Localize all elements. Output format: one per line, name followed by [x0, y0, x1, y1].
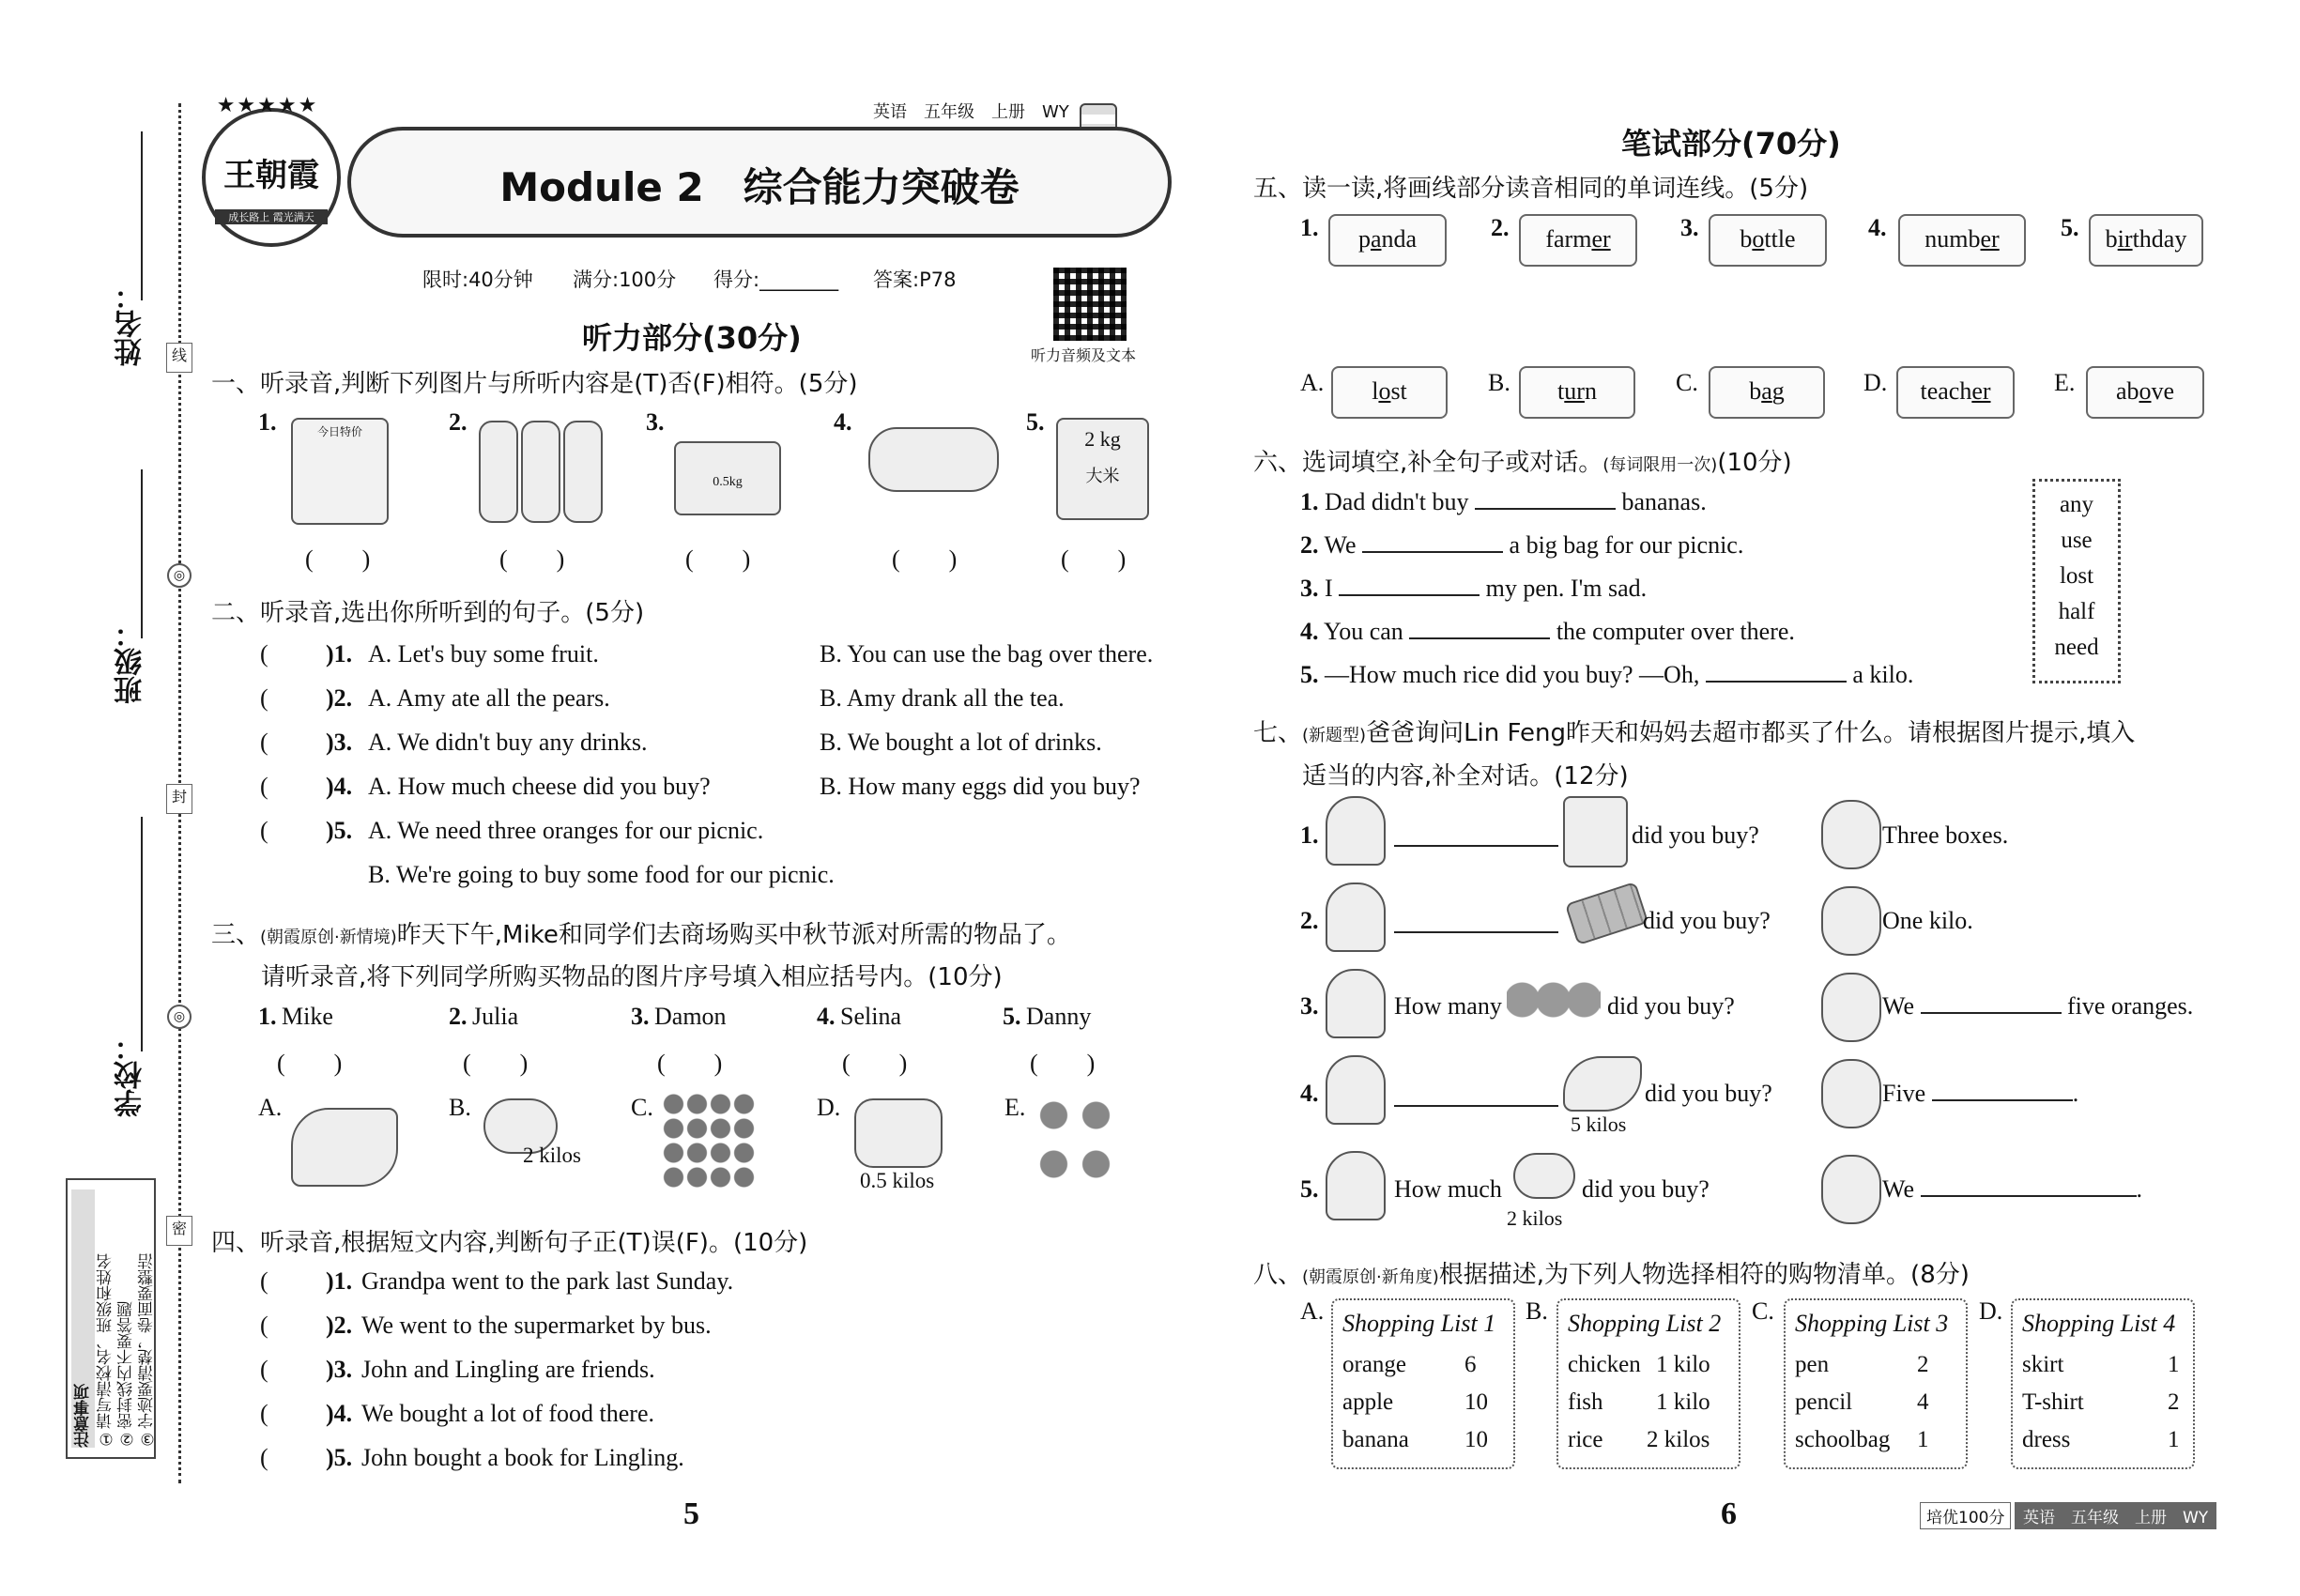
q7-question-head: How many — [1394, 992, 1502, 1020]
boy-icon — [1821, 1155, 1881, 1224]
fill-blank[interactable] — [1706, 681, 1847, 683]
q5-bottom-letter: C. — [1676, 369, 1698, 396]
title-banner — [347, 127, 1172, 238]
shopping-list-title: Shopping List 4 — [2022, 1310, 2176, 1337]
q3-person-name: Selina — [840, 1003, 901, 1030]
q3-person-name: Danny — [1026, 1003, 1092, 1030]
q3-option-letter: C. — [631, 1094, 653, 1121]
q3-answer-blank[interactable]: ( ) — [842, 1050, 908, 1077]
q3-head-text: 昨天下午,Mike和同学们去商场购买中秋节派对所需的物品了。 — [396, 921, 1071, 949]
q3-head-num: 三、 — [211, 921, 261, 949]
q5-word-box[interactable]: farmer — [1519, 214, 1637, 267]
q3-option-letter: A. — [258, 1094, 283, 1121]
q7-answer: Five . — [1882, 1080, 2079, 1107]
q7-pic-caption: 5 kilos — [1571, 1113, 1627, 1136]
fill-blank[interactable] — [1394, 845, 1558, 847]
word-bank-item: need — [2054, 635, 2099, 660]
boy-icon — [1821, 886, 1881, 956]
q3-person-num: 2. — [449, 1003, 468, 1030]
stars-icon: ★★★★★ — [216, 94, 319, 117]
q3-answer-blank[interactable]: ( ) — [277, 1050, 343, 1077]
shopping-list — [1331, 1298, 1515, 1469]
fill-blank[interactable] — [1475, 508, 1616, 510]
class-field[interactable] — [141, 469, 143, 638]
listening-section-title: 听力部分(30分) — [582, 320, 802, 356]
q1-item-num: 1. — [258, 408, 277, 436]
q2-option-b: B. We're going to buy some food for our picnic. — [368, 861, 835, 888]
oranges-icon — [662, 1092, 756, 1190]
meat-icon — [1513, 1153, 1575, 1199]
fill-blank[interactable] — [1362, 551, 1503, 553]
q7-row-num: 2. — [1300, 907, 1319, 934]
page-number: 5 — [683, 1496, 699, 1531]
list-item-name: dress — [2022, 1427, 2071, 1452]
q5-word-box[interactable]: lost — [1331, 366, 1448, 419]
q7-answer: Three boxes. — [1882, 821, 2009, 849]
list-item-qty: 2 — [1917, 1352, 1929, 1377]
word-bank-item: any — [2059, 492, 2094, 517]
q4-statement: John and Lingling are friends. — [361, 1356, 655, 1383]
q6-head-text: 六、选词填空,补全句子或对话。 — [1253, 449, 1603, 477]
name-label: 姓名： — [115, 282, 147, 366]
list-item-qty: 4 — [1917, 1389, 1929, 1415]
page-title: Module 2 综合能力突破卷 — [499, 164, 1020, 210]
eggs-icon — [868, 427, 999, 492]
q1-answer-blank[interactable]: ( ) — [685, 545, 751, 573]
rice-bag-icon — [1056, 418, 1149, 520]
q5-top-num: 1. — [1300, 214, 1319, 241]
meat-on-scale-icon — [674, 441, 781, 515]
q7-heading — [1253, 714, 2135, 748]
fill-blank[interactable] — [1339, 594, 1480, 596]
q7-question-tail: did you buy? — [1607, 992, 1735, 1020]
answer-paren[interactable]: ( — [260, 1444, 268, 1471]
boy-icon — [1821, 973, 1881, 1042]
answer-paren[interactable]: ( — [260, 773, 268, 800]
q3-person-name: Mike — [282, 1003, 333, 1030]
seam-mark-line: 线 — [166, 343, 192, 373]
school-label: 学校： — [115, 1033, 147, 1117]
list-item-name: pencil — [1795, 1389, 1853, 1415]
bananas-icon — [291, 1108, 398, 1187]
fill-blank[interactable] — [1394, 1105, 1558, 1107]
q2-item-num: )5. — [326, 817, 353, 844]
q2-item-num: )1. — [326, 640, 353, 668]
q2-option-a: A. We need three oranges for our picnic. — [368, 817, 764, 844]
logo-banner: 成长路上 霞光满天 — [215, 209, 328, 224]
q1-heading: 一、听录音,判断下列图片与所听内容是(T)否(F)相符。(5分) — [211, 370, 858, 398]
q8-list-letter: D. — [1979, 1297, 2003, 1325]
q5-bottom-letter: D. — [1863, 369, 1888, 396]
q2-heading: 二、听录音,选出你所听到的句子。(5分) — [211, 599, 645, 627]
dad-icon — [1326, 1055, 1386, 1125]
qr-caption: 听力音频及文本 — [1031, 346, 1137, 364]
q3-person-num: 3. — [631, 1003, 650, 1030]
q1-answer-blank[interactable]: ( ) — [305, 545, 371, 573]
list-item-name: pen — [1795, 1352, 1830, 1377]
q6-tag: (每词限用一次) — [1602, 455, 1718, 475]
q3-answer-blank[interactable]: ( ) — [1030, 1050, 1096, 1077]
q6-sentence: 3. I my pen. I'm sad. — [1300, 575, 1648, 602]
q3-person-name: Julia — [472, 1003, 519, 1030]
q5-word-box[interactable]: panda — [1328, 214, 1447, 267]
q4-statement: John bought a book for Lingling. — [361, 1444, 684, 1471]
shopping-list-title: Shopping List 1 — [1342, 1310, 1496, 1337]
scale-reading: 0.5kg — [713, 475, 743, 489]
list-item-qty: 1 — [1917, 1427, 1929, 1452]
answer-paren[interactable]: ( — [260, 729, 268, 756]
footer-meta: 英语 五年级 上册 WY — [2015, 1502, 2216, 1529]
milk-boxes-icon — [1563, 796, 1628, 867]
juice-bottles-icon — [479, 421, 601, 519]
note-item: ③字迹要清楚，卷面要整洁 — [138, 1253, 157, 1448]
q5-bottom-letter: B. — [1488, 369, 1510, 396]
q2-option-a: A. Let's buy some fruit. — [368, 640, 599, 668]
q7-pic-caption: 2 kilos — [1507, 1206, 1563, 1230]
price-board-icon — [291, 418, 389, 525]
q2-option-b: B. Amy drank all the tea. — [820, 684, 1065, 712]
rice-weight: 2 kg — [1084, 427, 1121, 451]
list-item-name: skirt — [2022, 1352, 2064, 1377]
q2-option-a: A. Amy ate all the pears. — [368, 684, 610, 712]
answer-paren[interactable]: ( — [260, 1267, 268, 1295]
q2-option-a: A. How much cheese did you buy? — [368, 773, 711, 800]
q5-word-box[interactable]: number — [1898, 214, 2026, 267]
q1-item-num: 4. — [834, 408, 852, 436]
q4-statement: We went to the supermarket by bus. — [361, 1312, 712, 1339]
oranges-icon — [1507, 972, 1601, 1028]
q1-answer-blank[interactable]: ( ) — [1061, 545, 1127, 573]
q5-word-box[interactable]: birthday — [2089, 214, 2203, 267]
answer-paren[interactable]: ( — [260, 1312, 268, 1339]
q5-top-num: 4. — [1868, 214, 1887, 241]
q4-item-num: )1. — [326, 1267, 353, 1295]
q6-sentence: 5. —How much rice did you buy? —Oh, a kilo. — [1300, 661, 1914, 688]
q2-option-b: B. We bought a lot of drinks. — [820, 729, 1102, 756]
name-field[interactable] — [141, 131, 143, 300]
q7-answer: One kilo. — [1882, 907, 1973, 934]
q7-question-tail: did you buy? — [1645, 1080, 1772, 1107]
q2-option-b: B. You can use the bag over there. — [820, 640, 1154, 668]
q5-top-num: 5. — [2061, 214, 2079, 241]
q8-list-letter: A. — [1300, 1297, 1325, 1325]
fill-blank[interactable] — [1921, 1195, 2137, 1197]
q7-question-head: How much — [1394, 1175, 1502, 1203]
seal-icon: ◎ — [167, 563, 192, 588]
q5-bottom-letter: E. — [2054, 369, 2076, 396]
chocolate-icon — [1565, 882, 1648, 945]
q7-tag: (新题型) — [1302, 726, 1367, 745]
answer-paren[interactable]: ( — [260, 640, 268, 668]
q7-answer: We five oranges. — [1882, 992, 2194, 1020]
fill-blank[interactable] — [1932, 1099, 2073, 1101]
subject-meta: 英语 五年级 上册 WY — [873, 102, 1069, 122]
answer-paren[interactable]: ( — [260, 1400, 268, 1427]
q6-score: (10分) — [1717, 449, 1792, 477]
q7-row-num: 1. — [1300, 821, 1319, 849]
q5-word-box[interactable]: teacher — [1896, 366, 2015, 419]
list-item-name: rice — [1568, 1427, 1603, 1452]
q8-list-letter: B. — [1526, 1297, 1548, 1325]
bananas-icon — [1563, 1056, 1642, 1112]
q4-item-num: )4. — [326, 1400, 353, 1427]
dad-icon — [1326, 1151, 1386, 1220]
fill-blank[interactable] — [1409, 637, 1550, 639]
seal-icon: ◎ — [167, 1005, 192, 1029]
list-item-qty: 10 — [1464, 1389, 1488, 1415]
note-item: ①请写清校名、班级和姓名 — [97, 1253, 115, 1448]
q3-option-caption: 2 kilos — [523, 1143, 581, 1167]
list-item-name: schoolbag — [1795, 1427, 1891, 1452]
q7-row-num: 5. — [1300, 1175, 1319, 1203]
list-item-name: orange — [1342, 1352, 1407, 1377]
q8-tag: (朝霞原创·新角度) — [1302, 1267, 1439, 1287]
q5-word-box[interactable]: turn — [1519, 366, 1635, 419]
q8-head-text: 根据描述,为下列人物选择相符的购物清单。(8分) — [1438, 1261, 1970, 1289]
q7-head-num: 七、 — [1253, 719, 1303, 747]
q7-head-text: 爸爸询问Lin Feng昨天和妈妈去超市都买了什么。请根据图片提示,填入 — [1366, 719, 2136, 747]
qr-code-icon[interactable] — [1053, 268, 1127, 341]
q3-option-letter: E. — [1004, 1094, 1026, 1121]
q2-item-num: )2. — [326, 684, 353, 712]
q7-question-tail: did you buy? — [1632, 821, 1759, 849]
q5-word-box[interactable]: above — [2086, 366, 2204, 419]
list-item-qty: 1 kilo — [1656, 1352, 1710, 1377]
q3-option-caption: 0.5 kilos — [860, 1169, 935, 1192]
page-number: 6 — [1721, 1496, 1737, 1531]
q3-heading — [211, 915, 1071, 950]
q6-sentence: 4. You can the computer over there. — [1300, 618, 1795, 645]
writing-section-title: 笔试部分(70分) — [1621, 126, 1841, 161]
list-item-name: banana — [1342, 1427, 1409, 1452]
q1-answer-blank[interactable]: ( ) — [892, 545, 958, 573]
notes-box — [66, 1178, 156, 1459]
q3-answer-blank[interactable]: ( ) — [463, 1050, 529, 1077]
q8-head-num: 八、 — [1253, 1261, 1303, 1289]
q1-item-num: 5. — [1026, 408, 1045, 436]
q4-item-num: )5. — [326, 1444, 353, 1471]
word-bank-item: lost — [2059, 563, 2094, 589]
q3-person-num: 1. — [258, 1003, 277, 1030]
list-item-qty: 2 kilos — [1647, 1427, 1710, 1452]
q4-heading: 四、听录音,根据短文内容,判断句子正(T)误(F)。(10分) — [211, 1229, 808, 1257]
list-item-name: apple — [1342, 1389, 1394, 1415]
q7-answer: We . — [1882, 1175, 2142, 1203]
shopping-list — [1784, 1298, 1968, 1469]
price-board-label: 今日特价 — [316, 425, 362, 438]
seam-mark-secret: 密 — [166, 1216, 192, 1246]
q4-item-num: )3. — [326, 1356, 353, 1383]
q4-statement: Grandpa went to the park last Sunday. — [361, 1267, 734, 1295]
brand-logo — [202, 108, 341, 247]
q5-bottom-letter: A. — [1300, 369, 1325, 396]
shopping-list-title: Shopping List 3 — [1795, 1310, 1949, 1337]
q7-question-tail: did you buy? — [1582, 1175, 1710, 1203]
list-item-qty: 1 — [2168, 1352, 2180, 1377]
q3-option-letter: B. — [449, 1094, 471, 1121]
q7-question-tail: did you buy? — [1643, 907, 1771, 934]
time-limit: 限时:40分钟 — [422, 269, 533, 291]
rice-text: 大米 — [1085, 467, 1120, 486]
answer-paren[interactable]: ( — [260, 1356, 268, 1383]
q4-item-num: )2. — [326, 1312, 353, 1339]
q3-answer-blank[interactable]: ( ) — [657, 1050, 723, 1077]
list-item-qty: 10 — [1464, 1427, 1488, 1452]
list-item-qty: 1 kilo — [1656, 1389, 1710, 1415]
list-item-name: T-shirt — [2022, 1389, 2084, 1415]
q2-option-b: B. How many eggs did you buy? — [820, 773, 1141, 800]
note-item: ②密封线内不要答题 — [117, 1301, 136, 1448]
q7-row-num: 3. — [1300, 992, 1319, 1020]
school-field[interactable] — [141, 817, 143, 1051]
boy-icon — [1821, 800, 1881, 869]
q5-top-num: 2. — [1491, 214, 1510, 241]
q6-sentence: 2. We a big bag for our picnic. — [1300, 531, 1744, 559]
word-bank-item: half — [2058, 599, 2095, 624]
q6-sentence: 1. Dad didn't buy bananas. — [1300, 488, 1707, 515]
seam-mark-seal: 封 — [166, 784, 192, 814]
q7-heading-line2: 适当的内容,补全对话。(12分) — [1302, 762, 1629, 790]
q4-statement: We bought a lot of food there. — [361, 1400, 654, 1427]
q3-person-name: Damon — [654, 1003, 727, 1030]
q2-item-num: )4. — [326, 773, 353, 800]
q3-option-letter: D. — [817, 1094, 841, 1121]
list-item-qty: 1 — [2168, 1427, 2180, 1452]
score-field[interactable]: 得分:________ — [713, 269, 839, 291]
q1-answer-blank[interactable]: ( ) — [499, 545, 565, 573]
list-item-qty: 2 — [2168, 1389, 2180, 1415]
cupcakes-icon — [1033, 1091, 1117, 1189]
q5-word-box[interactable]: bottle — [1709, 214, 1827, 267]
q3-heading-line2: 请听录音,将下列同学所购买物品的图片序号填入相应括号内。(10分) — [261, 963, 1003, 991]
q3-tag: (朝霞原创·新情境) — [260, 928, 397, 947]
q5-top-num: 3. — [1680, 214, 1699, 241]
q5-heading: 五、读一读,将画线部分读音相同的单词连线。(5分) — [1253, 175, 1809, 203]
fill-blank[interactable] — [1394, 931, 1558, 933]
answer-ref: 答案:P78 — [873, 269, 957, 291]
list-item-name: chicken — [1568, 1352, 1641, 1377]
q3-person-num: 5. — [1003, 1003, 1021, 1030]
dad-icon — [1326, 882, 1386, 952]
q1-item-num: 3. — [646, 408, 665, 436]
shopping-list — [1556, 1298, 1740, 1469]
q1-item-num: 2. — [449, 408, 468, 436]
dad-icon — [1326, 969, 1386, 1038]
q8-heading — [1253, 1255, 1970, 1290]
boy-icon — [1821, 1059, 1881, 1128]
answer-paren[interactable]: ( — [260, 817, 268, 844]
q5-word-box[interactable]: bag — [1709, 366, 1825, 419]
q2-option-a: A. We didn't buy any drinks. — [368, 729, 648, 756]
list-item-name: fish — [1568, 1389, 1603, 1415]
candies-icon — [854, 1098, 943, 1168]
class-label: 班级： — [115, 620, 147, 704]
notes-title: 注意事项 — [71, 1189, 95, 1448]
q3-person-num: 4. — [817, 1003, 836, 1030]
shopping-list — [2011, 1298, 2195, 1469]
q6-heading — [1253, 443, 1792, 478]
shopping-list-title: Shopping List 2 — [1568, 1310, 1722, 1337]
fill-blank[interactable] — [1921, 1012, 2062, 1014]
full-score: 满分:100分 — [573, 269, 677, 291]
dad-icon — [1326, 796, 1386, 866]
q8-list-letter: C. — [1752, 1297, 1774, 1325]
list-item-qty: 6 — [1464, 1352, 1477, 1377]
q7-row-num: 4. — [1300, 1080, 1319, 1107]
word-bank-item: use — [2061, 528, 2093, 553]
word-bank-box — [2032, 479, 2121, 683]
logo-text: 王朝霞 — [223, 157, 319, 194]
q2-item-num: )3. — [326, 729, 353, 756]
footer-brand: 培优100分 — [1920, 1502, 2011, 1529]
answer-paren[interactable]: ( — [260, 684, 268, 712]
